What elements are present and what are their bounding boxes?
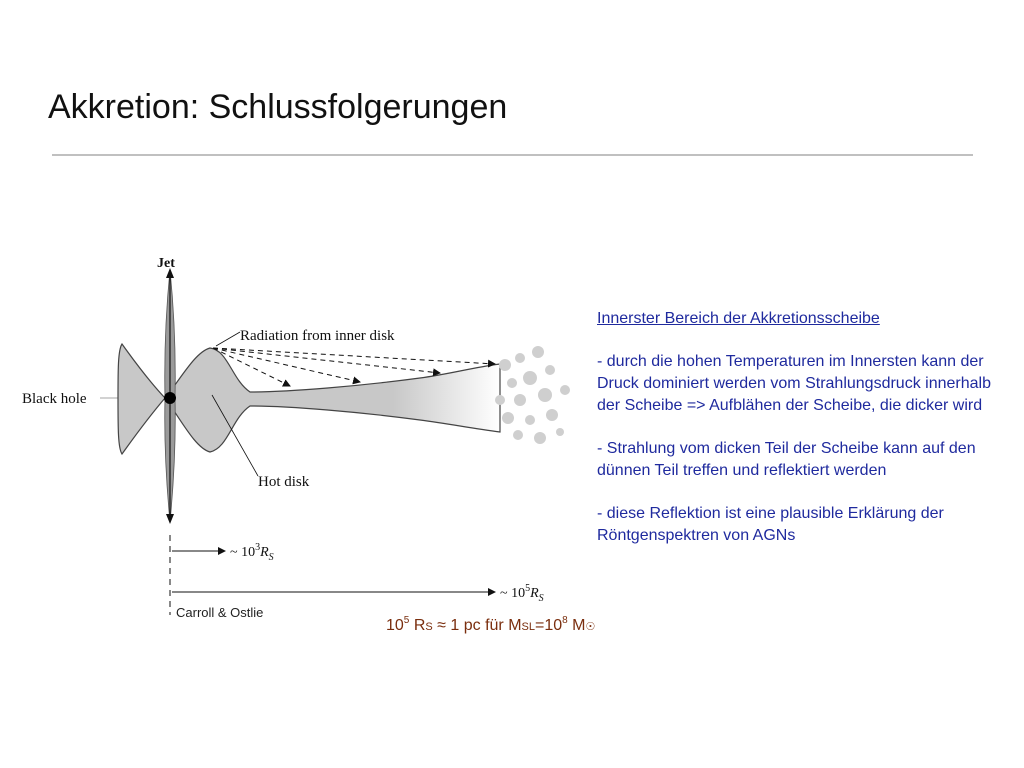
notes-item: - diese Reflektion ist eine plausible Erklärung der Röntgenspektren von AGNs — [597, 505, 944, 544]
notes-item: - Strahlung vom dicken Teil der Scheibe kann auf den dünnen Teil treffen und reflektiert werden — [597, 440, 976, 479]
notes-heading: Innerster Bereich der Akkretionsscheibe — [597, 310, 880, 327]
title-divider — [52, 154, 973, 156]
notes-panel — [597, 308, 1007, 568]
scale-small-label: ~ $10^3R_S$ — [230, 542, 274, 563]
hot-disk-label: Hot disk — [258, 474, 310, 490]
scale-formula: $10^5$ RS ≈ 1 pc für $MSL=10^8$ M☉ — [386, 615, 596, 634]
disk-clumps — [495, 346, 570, 444]
black-hole-label: Black hole — [22, 391, 87, 407]
black-hole-marker — [164, 392, 176, 404]
radiation-label: Radiation from inner disk — [240, 328, 395, 344]
notes-item: - durch die hohen Temperaturen im Innersten kann der Druck dominiert werden vom Strahlungsdruck innerhalb der Scheibe => Aufblähen der Scheibe, die dicker wird — [597, 353, 991, 414]
scale-large-label: ~ $10^5R_S$ — [500, 583, 544, 604]
accretion-disk-figure — [0, 240, 600, 630]
jet-label: Jet — [157, 256, 175, 271]
accretion-disk-diagram — [0, 240, 600, 630]
figure-credit: Carroll & Ostlie — [176, 605, 264, 620]
slide-title: Akkretion: Schlussfolgerungen — [48, 88, 508, 126]
